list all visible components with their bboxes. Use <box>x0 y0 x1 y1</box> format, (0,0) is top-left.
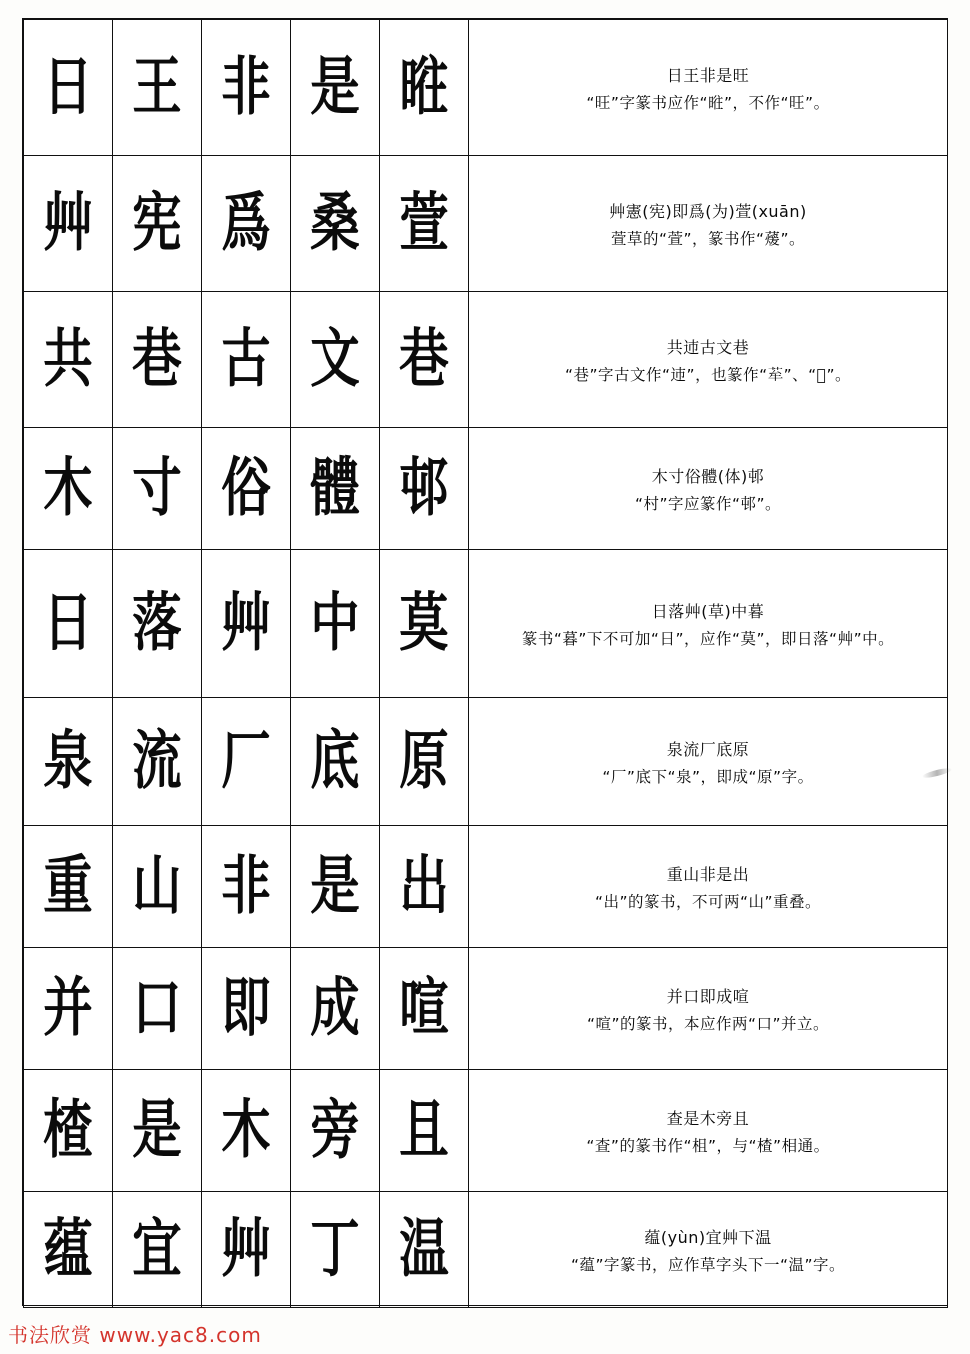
note-heading: 木寸俗體(体)邨 <box>651 467 765 487</box>
seal-glyph <box>291 948 380 1070</box>
table-body <box>24 20 948 1308</box>
note-body: “查”的篆书作“柤”，与“楂”相通。 <box>586 1136 830 1155</box>
seal-glyph <box>24 20 113 156</box>
seal-glyph <box>113 20 202 156</box>
note-body: “厂”底下“泉”，即成“原”字。 <box>602 767 814 786</box>
seal-glyph <box>113 292 202 428</box>
seal-glyph <box>291 1192 380 1308</box>
seal-glyph <box>24 1192 113 1308</box>
glyph-text: 體 <box>310 450 360 526</box>
glyph-text: 楂 <box>43 1092 93 1168</box>
seal-glyph <box>113 826 202 948</box>
table-row <box>24 550 948 698</box>
seal-glyph <box>380 550 469 698</box>
seal-glyph <box>24 1070 113 1192</box>
seal-glyph <box>202 428 291 550</box>
table-row <box>24 156 948 292</box>
seal-glyph <box>113 550 202 698</box>
seal-glyph <box>202 20 291 156</box>
seal-glyph <box>291 156 380 292</box>
seal-glyph <box>24 550 113 698</box>
note-heading: 泉流厂底原 <box>666 740 750 760</box>
glyph-text: 暀 <box>399 49 449 125</box>
glyph-text: 艸 <box>43 185 93 261</box>
glyph-text: 蕴 <box>43 1211 93 1287</box>
glyph-text: 丁 <box>310 1211 360 1287</box>
note-cell <box>469 826 948 948</box>
seal-glyph <box>202 698 291 826</box>
glyph-text: 厂 <box>221 723 271 799</box>
table-row <box>24 1070 948 1192</box>
seal-glyph <box>202 156 291 292</box>
seal-glyph <box>291 1070 380 1192</box>
table-row <box>24 20 948 156</box>
glyph-text: 中 <box>310 585 360 661</box>
glyph-text: 喧 <box>399 970 449 1046</box>
table-row <box>24 428 948 550</box>
seal-glyph <box>24 292 113 428</box>
glyph-text: 文 <box>310 321 360 397</box>
glyph-text: 是 <box>132 1092 182 1168</box>
glyph-text: 旁 <box>310 1092 360 1168</box>
note-cell <box>469 156 948 292</box>
glyph-text: 艸 <box>221 1211 271 1287</box>
note-heading: 查是木旁且 <box>666 1109 750 1129</box>
seal-glyph <box>380 156 469 292</box>
seal-glyph <box>202 292 291 428</box>
seal-glyph <box>202 1070 291 1192</box>
seal-glyph <box>380 948 469 1070</box>
note-body: “蕴”字篆书，应作草字头下一“温”字。 <box>570 1255 846 1274</box>
note-body: “村”字应篆作“邨”。 <box>634 494 782 513</box>
seal-glyph <box>380 698 469 826</box>
seal-glyph <box>113 156 202 292</box>
glyph-text: 是 <box>310 848 360 924</box>
glyph-text: 巷 <box>132 321 182 397</box>
seal-glyph <box>24 428 113 550</box>
glyph-text: 温 <box>399 1211 449 1287</box>
note-body: 萱草的“萱”，篆书作“蕿”。 <box>610 229 806 248</box>
glyph-text: 寸 <box>132 450 182 526</box>
glyph-text: 宜 <box>132 1211 182 1287</box>
glyph-text: 重 <box>43 848 93 924</box>
glyph-text: 木 <box>43 450 93 526</box>
glyph-text: 原 <box>399 723 449 799</box>
note-heading: 共䢌古文巷 <box>666 338 750 358</box>
glyph-text: 出 <box>399 848 449 924</box>
seal-glyph <box>291 698 380 826</box>
seal-glyph <box>113 428 202 550</box>
seal-glyph <box>380 1192 469 1308</box>
note-cell <box>469 1192 948 1308</box>
note-cell <box>469 698 948 826</box>
seal-glyph <box>291 826 380 948</box>
note-body: “喧”的篆书，本应作两“口”并立。 <box>586 1014 830 1033</box>
seal-glyph <box>202 550 291 698</box>
glyph-text: 邨 <box>399 450 449 526</box>
seal-glyph <box>380 292 469 428</box>
seal-glyph <box>202 1192 291 1308</box>
table-row <box>24 948 948 1070</box>
note-cell <box>469 550 948 698</box>
seal-glyph <box>380 20 469 156</box>
glyph-text: 泉 <box>43 723 93 799</box>
glyph-text: 日 <box>43 49 93 125</box>
seal-glyph <box>291 20 380 156</box>
seal-glyph <box>24 698 113 826</box>
seal-glyph <box>291 550 380 698</box>
seal-glyph <box>380 428 469 550</box>
glyph-text: 日 <box>43 585 93 661</box>
note-body: “巷”字古文作“䢌”，也篆作“𦭷”、“𢽳”。 <box>564 365 852 384</box>
note-body: “出”的篆书，不可两“山”重叠。 <box>594 892 822 911</box>
glyph-text: 共 <box>43 321 93 397</box>
seal-glyph <box>113 698 202 826</box>
note-cell <box>469 20 948 156</box>
seal-glyph <box>24 948 113 1070</box>
glyph-text: 艸 <box>221 585 271 661</box>
note-heading: 重山非是出 <box>666 865 750 885</box>
glyph-text: 萱 <box>399 185 449 261</box>
glyph-text: 落 <box>132 585 182 661</box>
glyph-text: 且 <box>399 1092 449 1168</box>
glyph-text: 俗 <box>221 450 271 526</box>
table-row <box>24 698 948 826</box>
glyph-text: 山 <box>132 848 182 924</box>
glyph-text: 莫 <box>399 585 449 661</box>
seal-glyph <box>202 826 291 948</box>
seal-glyph <box>202 948 291 1070</box>
comparison-table <box>23 19 948 1308</box>
table-row <box>24 292 948 428</box>
note-heading: 并口即成喧 <box>666 987 750 1007</box>
glyph-text: 非 <box>221 848 271 924</box>
glyph-text: 爲 <box>221 185 271 261</box>
seal-glyph <box>113 1070 202 1192</box>
note-heading: 日王非是旺 <box>666 66 750 86</box>
note-heading: 蕴(yùn)宜艸下温 <box>644 1228 772 1248</box>
note-body: “旺”字篆书应作“暀”，不作“旺”。 <box>586 93 830 112</box>
table-row <box>24 826 948 948</box>
table-row <box>24 1192 948 1308</box>
glyph-text: 并 <box>43 970 93 1046</box>
seal-glyph <box>291 428 380 550</box>
glyph-text: 古 <box>221 321 271 397</box>
note-cell <box>469 1070 948 1192</box>
glyph-text: 即 <box>221 970 271 1046</box>
seal-glyph <box>291 292 380 428</box>
glyph-text: 非 <box>221 49 271 125</box>
glyph-text: 底 <box>310 723 360 799</box>
glyph-text: 宪 <box>132 185 182 261</box>
seal-script-table <box>22 18 948 1306</box>
glyph-text: 桑 <box>310 185 360 261</box>
watermark-text: 书法欣赏 www.yac8.com <box>8 1323 262 1347</box>
seal-glyph <box>380 826 469 948</box>
glyph-text: 口 <box>132 970 182 1046</box>
glyph-text: 流 <box>132 723 182 799</box>
glyph-text: 王 <box>132 49 182 125</box>
glyph-text: 木 <box>221 1092 271 1168</box>
glyph-text: 成 <box>310 970 360 1046</box>
seal-glyph <box>113 948 202 1070</box>
note-cell <box>469 948 948 1070</box>
seal-glyph <box>24 826 113 948</box>
seal-glyph <box>113 1192 202 1308</box>
note-cell <box>469 428 948 550</box>
seal-glyph <box>24 156 113 292</box>
glyph-text: 是 <box>310 49 360 125</box>
note-body: 篆书“暮”下不可加“日”，应作“莫”，即日落“艸”中。 <box>521 629 895 648</box>
note-heading: 艸憲(宪)即爲(为)萱(xuān) <box>609 202 807 222</box>
seal-glyph <box>380 1070 469 1192</box>
note-heading: 日落艸(草)中暮 <box>651 602 765 622</box>
glyph-text: 巷 <box>399 321 449 397</box>
note-cell <box>469 292 948 428</box>
